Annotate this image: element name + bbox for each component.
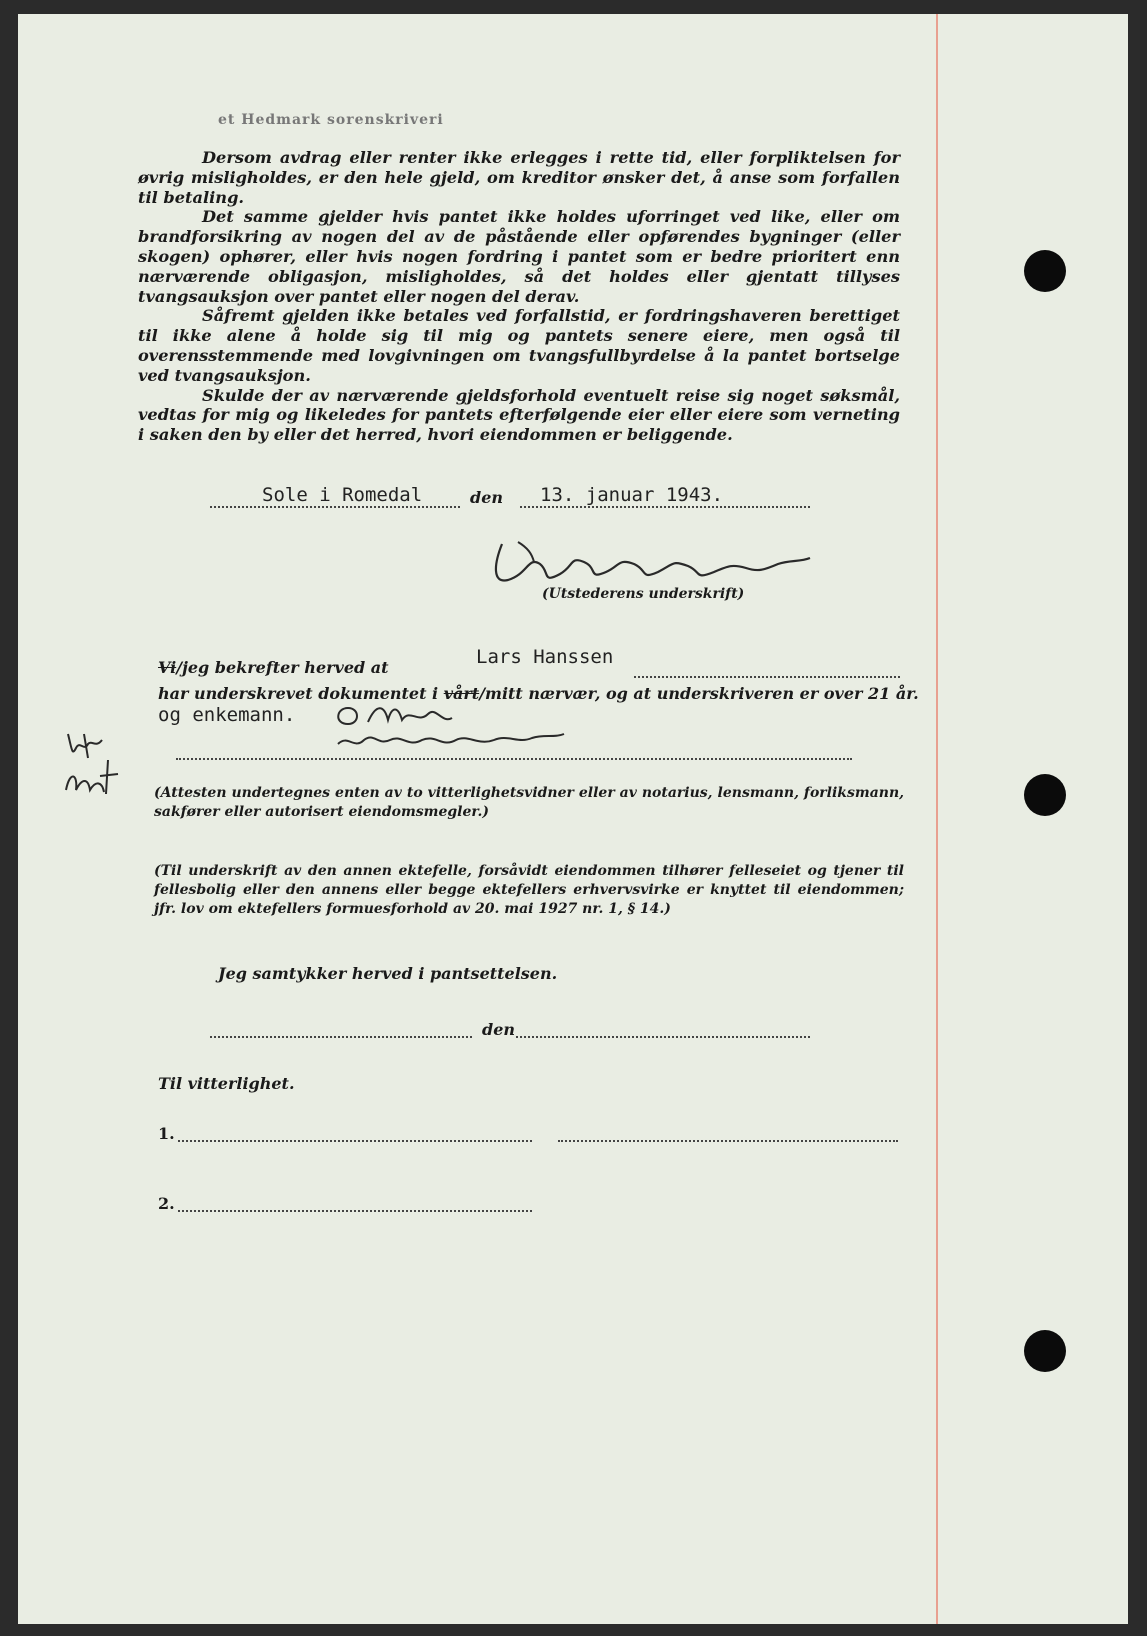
terms-paragraph-3: Såfremt gjelden ikke betales ved forfallstid, er fordringshaveren berettiget til ikke alene å holde sig til mig og pantets senere eiere, men også til overensstemmende med lovgivningen om tvangsfullbyrdelse å la pantet bortselge ved tvangsauksjon.: [138, 306, 900, 385]
witness-row-2: [158, 1194, 918, 1218]
witness-prefix: /jeg bekrefter herved at: [176, 658, 389, 677]
date-dotted-line: [520, 506, 810, 508]
issuer-signature: [488, 534, 818, 594]
document-page: [18, 14, 1128, 1624]
consent-place-dotted-line: [210, 1036, 472, 1038]
margin-handwritten-note: [62, 730, 132, 800]
notary-dotted-line: [176, 758, 852, 760]
terms-paragraph-2: Det samme gjelder hvis pantet ikke holdes uforringet ved like, eller om brandforsikring av nogen del av de påstående eller opførendes bygninger (eller skogen) ophører, eller hvis nogen fordring i pantet som er bedre prioritert enn nærværende obligasjon, misligholdes, så det holdes eller gjentatt tillyses tvangsauksjon over pantet eller nogen del derav.: [138, 207, 900, 306]
terms-paragraph-4: Skulde der av nærværende gjeldsforhold eventuelt reise sig noget søksmål, vedtas for mig og likeledes for pantets efterfølgende eier eller eiere som verneting i saken den by eller det herred, hvori eiendommen er beliggende.: [138, 385, 900, 445]
terms-paragraph-1: Dersom avdrag eller renter ikke erlegges i rette tid, eller forpliktelsen for øvrig misligholdes, er den hele gjeld, om kreditor ønsker det, å anse som forfallen til betaling.: [138, 148, 900, 207]
terms-body: [138, 148, 900, 445]
witness-line-3: og enkemann.: [158, 704, 296, 726]
witness-line2-b: /mitt nærvær, og at underskriveren er over 21 år.: [479, 684, 919, 703]
witness-2-name-line: [178, 1210, 532, 1212]
witness-1-name-line: [178, 1140, 532, 1142]
punch-hole-bottom: [1024, 1330, 1066, 1372]
header-stamp: et Hedmark sorenskriveri: [218, 112, 444, 128]
witness-heading: Til vitterlighet.: [158, 1074, 295, 1093]
witness-1-address-line: [558, 1140, 898, 1142]
witness-number-2: 2.: [158, 1194, 175, 1213]
issuer-signature-caption: (Utstederens underskrift): [542, 586, 745, 602]
struck-vart: vårt: [443, 684, 480, 703]
den-label: den: [470, 488, 503, 507]
consent-statement: Jeg samtykker herved i pantsettelsen.: [218, 964, 558, 983]
place-date-line: [210, 484, 810, 514]
witness-name-dotted-line: [634, 676, 900, 678]
red-margin-line: [936, 14, 938, 1624]
place-dotted-line: [210, 506, 460, 508]
attestation-note: (Attesten undertegnes enten av to vitterlighetsvidner eller av notarius, lensmann, forliksmann, sakfører eller autorisert eiendomsmegler.): [154, 785, 904, 820]
consent-den-label: den: [482, 1020, 515, 1039]
punch-hole-middle: [1024, 774, 1066, 816]
witness-signer-name: Lars Hanssen: [476, 646, 614, 668]
witness-number-1: 1.: [158, 1124, 175, 1143]
witness-line-1: [158, 658, 389, 677]
consent-date-dotted-line: [516, 1036, 810, 1038]
punch-hole-top: [1024, 250, 1066, 292]
witness-row-1: [158, 1124, 918, 1148]
witness-line2-a: har underskrevet dokumentet i: [158, 684, 444, 703]
date-value: 13. januar 1943.: [540, 484, 724, 506]
spouse-consent-note: (Til underskrift av den annen ektefelle, forsåvidt eiendommen tilhører felleseiet og tjener til fellesbolig eller den annens eller begge ektefellers erhvervsvirke er knyttet til eiendommen; jfr. lov om ektefellers formuesforhold av 20. mai 1927 nr. 1, § 14.): [154, 863, 904, 917]
consent-date-line: [210, 1014, 810, 1044]
place-value: Sole i Romedal: [262, 484, 423, 506]
notary-signature: [318, 694, 578, 758]
struck-vi: Vi: [158, 658, 177, 677]
